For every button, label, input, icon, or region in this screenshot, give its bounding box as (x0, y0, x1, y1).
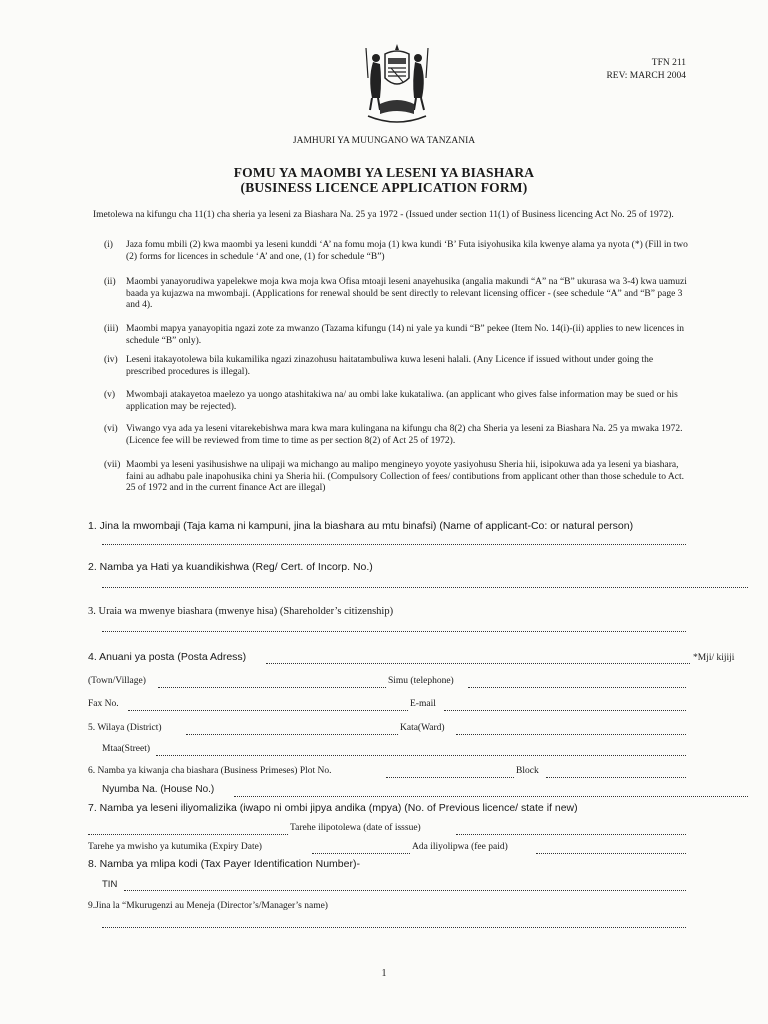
instruction-item (104, 240, 692, 276)
instruction-number: (ii) (104, 277, 116, 287)
field-label-telephone: Simu (telephone) (388, 676, 454, 686)
telephone-field[interactable] (468, 687, 686, 688)
field-label-registration-number: 2. Namba ya Hati ya kuandikishwa (Reg/ Cert. of Incorp. No.) (88, 561, 373, 573)
field-label-previous-licence: 7. Namba ya leseni iliyomalizika (iwapo ni ombi jipya andika (mpya) (No. of Previous licence/ state if new) (88, 802, 578, 814)
instruction-text: Viwango vya ada ya leseni vitarekebishwa mara kwa mara kulingana na kifungu cha 8(2) cha Sheria ya leseni za Biashara Na. 25 ya mwaka 1972. (Licence fee will be reviewed from time to time as per section 8(2) of Act 25 of 1972). (126, 424, 683, 446)
republic-heading: JAMHURI YA MUUNGANO WA TANZANIA (292, 136, 476, 146)
field-label-block: Block (516, 766, 539, 776)
tin-field[interactable] (124, 890, 686, 891)
instruction-item (104, 460, 692, 512)
page-number: 1 (381, 968, 387, 979)
citizenship-field[interactable] (102, 631, 686, 632)
house-number-field[interactable] (234, 796, 748, 797)
applicant-name-field[interactable] (102, 544, 686, 545)
instruction-number: (i) (104, 240, 113, 250)
district-field[interactable] (186, 734, 398, 735)
field-label-email: E-mail (410, 699, 436, 709)
field-label-fax: Fax No. (88, 699, 119, 709)
instruction-text: Mwombaji atakayetoa maelezo ya uongo atashitakiwa na/ au ombi lake kukataliwa. (an applicant who gives false information may be sued or his application may be rejected). (126, 390, 678, 412)
street-field[interactable] (156, 755, 686, 756)
field-label-taxpayer-id: 8. Namba ya mlipa kodi (Tax Payer Identification Number)- (88, 858, 360, 870)
instruction-number: (vii) (104, 460, 121, 470)
instruction-text: Maombi mapya yanayopitia ngazi zote za mwanzo (Tazama kifungu (14) ni yale ya kundi “B” pekee (Item No. 14(i)-(ii) applies to new licences in schedule “B” only). (126, 324, 685, 346)
instruction-item (104, 390, 692, 416)
registration-number-field[interactable] (102, 587, 748, 588)
form-revision: REV: MARCH 2004 (606, 71, 686, 81)
fax-field[interactable] (128, 710, 408, 711)
instruction-item (104, 355, 692, 381)
instruction-item (104, 424, 692, 450)
instruction-number: (iv) (104, 355, 118, 365)
field-label-street: Mtaa(Street) (102, 744, 151, 754)
instruction-text: Maombi yanayorudiwa yapelekwe moja kwa moja kwa Ofisa mtoaji leseni anayehusika (angalia makundi “A” na “B” ukurasa wa 3-4) kwa uamuzi baada ya kujazwa na mwombaji. (Applications for renewal should be sent directly to relevant licensing officer - (see schedule “A” and “B” page 3 and 4). (126, 277, 687, 310)
instruction-number: (iii) (104, 324, 119, 334)
coat-of-arms-emblem (358, 38, 436, 128)
instruction-text: Leseni itakayotolewa bila kukamilika ngazi zinazohusu haitatambuliwa kuwa leseni halali. (Any Licence if issued without under going the prescribed procedures is illegal). (126, 355, 654, 377)
instruction-item (104, 324, 692, 350)
ward-field[interactable] (456, 734, 686, 735)
field-label-tin: TIN (102, 879, 118, 890)
field-label-ward: Kata(Ward) (400, 723, 445, 733)
field-label-plot-number: 6. Namba ya kiwanja cha biashara (Business Primeses) Plot No. (88, 766, 332, 776)
instruction-item (104, 277, 692, 325)
field-label-date-of-issue: Tarehe ilipotolewa (date of isssue) (290, 823, 421, 833)
field-label-town-village: *Mji/ kijiji (693, 653, 735, 663)
intro-paragraph: Imetolewa na kifungu cha 11(1) cha sheria ya leseni za Biashara Na. 25 ya 1972 - (Issued under section 11(1) of Business licencing Act No. 25 of 1972). (93, 210, 674, 220)
field-label-applicant-name: 1. Jina la mwombaji (Taja kama ni kampuni, jina la biashara au mtu binafsi) (Name of applicant-Co: or natural person) (88, 520, 634, 532)
postal-address-field[interactable] (266, 663, 690, 664)
form-title-english: (BUSINESS LICENCE APPLICATION FORM) (240, 180, 528, 195)
instruction-number: (vi) (104, 424, 118, 434)
field-label-citizenship: 3. Uraia wa mwenye biashara (mwenye hisa) (Shareholder’s citizenship) (88, 606, 394, 617)
form-code: TFN 211 (651, 58, 686, 68)
form-reference (606, 57, 686, 83)
director-name-field[interactable] (102, 927, 686, 928)
town-village-field[interactable] (158, 687, 386, 688)
field-label-district: 5. Wilaya (District) (88, 723, 162, 733)
email-field[interactable] (444, 710, 686, 711)
fee-paid-field[interactable] (536, 853, 686, 854)
block-field[interactable] (546, 777, 686, 778)
field-label-expiry-date: Tarehe ya mwisho ya kutumika (Expiry Date) (88, 842, 262, 852)
field-label-house-number: Nyumba Na. (House No.) (102, 784, 215, 795)
instruction-text: Jaza fomu mbili (2) kwa maombi ya leseni kunddi ‘A’ na fomu moja (1) kwa kundi ‘B’ Futa isiyohusika kila kwenye alama ya nyota (*) (Fill in two (2) forms for licences in schedule ‘A’ and one, (1) for schedule “B”) (126, 240, 688, 262)
field-label-director-name: 9.Jina la “Mkurugenzi au Meneja (Director’s/Manager’s name) (88, 901, 328, 911)
field-label-fee-paid: Ada iliyolipwa (fee paid) (412, 842, 508, 852)
instruction-text: Maombi ya leseni yasihusishwe na ulipaji wa michango au malipo mengineyo yoyote yasiyohusu Sheria hii, isipokuwa ada ya leseni ya biashara, faini au adhabu pale inapohusika chini ya Sheria hii. (Compulsory Collection of fees/ contibutions from applicant other than those schedule to Act. 25 of 1972 and in the current finance Act are illegal) (126, 460, 684, 493)
expiry-date-field[interactable] (312, 853, 410, 854)
form-title-swahili: FOMU YA MAOMBI YA LESENI YA BIASHARA (233, 165, 535, 180)
previous-licence-field[interactable] (88, 834, 288, 835)
date-of-issue-field[interactable] (456, 834, 686, 835)
plot-number-field[interactable] (386, 777, 514, 778)
instruction-number: (v) (104, 390, 116, 400)
field-label-postal-address: 4. Anuani ya posta (Posta Adress) (88, 651, 247, 663)
field-label-town: (Town/Village) (88, 676, 146, 686)
